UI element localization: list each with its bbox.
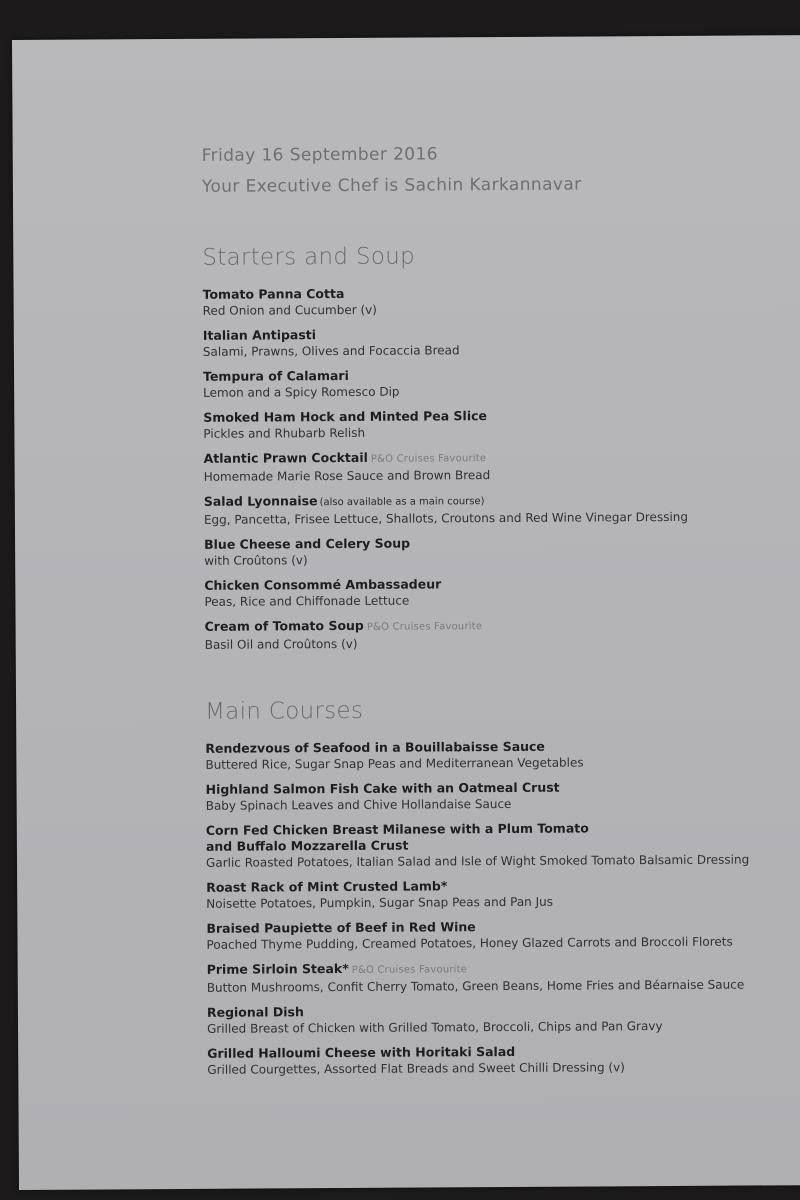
menu-item-name: Regional Dish <box>206 1004 304 1020</box>
menu-item-description: Pickles and Rhubarb Relish <box>203 425 366 441</box>
menu-item <box>203 324 800 360</box>
menu-item-name: Chicken Consommé Ambassadeur <box>204 576 442 593</box>
menu-item-name: Atlantic Prawn Cocktail <box>203 449 368 466</box>
menu-item <box>204 447 800 485</box>
menu-item-description: Baby Spinach Leaves and Chive Hollandaise Sauce <box>205 796 512 813</box>
menu-item-description: Button Mushrooms, Confit Cherry Tomato, Green Beans, Home Fries and Béarnaise Sauce <box>206 977 745 995</box>
menu-item <box>203 406 800 442</box>
menu-item <box>207 958 800 996</box>
menu-item-description: Grilled Breast of Chicken with Grilled Tomato, Broccoli, Chips and Pan Gravy <box>207 1019 663 1036</box>
section-title-starters: Starters and Soup <box>202 243 416 271</box>
menu-item-description: Peas, Rice and Chiffonade Lettuce <box>204 593 410 609</box>
menu-item-name: Smoked Ham Hock and Minted Pea Slice <box>203 408 488 425</box>
menu-item-name: Grilled Halloumi Cheese with Horitaki Salad <box>207 1043 516 1061</box>
menu-item <box>205 737 800 773</box>
menu-item-description: Homemade Marie Rose Sauce and Brown Bread <box>203 468 491 484</box>
menu-item-name: Roast Rack of Mint Crusted Lamb* <box>206 878 448 895</box>
menu-item-description: Egg, Pancetta, Frisee Lettuce, Shallots, Croutons and Red Wine Vinegar Dressing <box>203 509 689 527</box>
menu-item-description: Poached Thyme Pudding, Creamed Potatoes, Honey Glazed Carrots and Broccoli Florets <box>206 934 733 952</box>
menu-item <box>204 490 800 528</box>
menu-content <box>202 137 800 1087</box>
menu-item-name: Prime Sirloin Steak* <box>206 960 349 977</box>
menu-item-name: Highland Salmon Fish Cake with an Oatmeal Crust <box>205 779 560 797</box>
menu-item-note: (also available as a main course) <box>319 496 485 509</box>
menu-item-name: Italian Antipasti <box>202 327 317 343</box>
menu-item-description: Garlic Roasted Potatoes, Italian Salad and Isle of Wight Smoked Tomato Balsamic Dressing <box>205 852 750 870</box>
menu-item <box>206 778 800 814</box>
menu-item-description: Basil Oil and Croûtons (v) <box>204 636 358 652</box>
menu-item <box>206 876 800 912</box>
starters-list <box>203 283 800 653</box>
menu-item-name: Blue Cheese and Celery Soup <box>204 535 411 552</box>
menu-item <box>206 917 800 953</box>
favourite-tag: P&O Cruises Favourite <box>366 621 483 633</box>
menu-item-name: Rendezvous of Seafood in a Bouillabaisse Sauce <box>205 738 545 756</box>
menu-item-description: Grilled Courgettes, Assorted Flat Breads and Sweet Chilli Dressing (v) <box>207 1060 625 1077</box>
menu-item-description: Lemon and a Spicy Romesco Dip <box>203 384 400 400</box>
menu-item-name-continued: and Buffalo Mozzarella Crust <box>205 837 409 854</box>
favourite-tag: P&O Cruises Favourite <box>351 964 468 976</box>
menu-item-name: Salad Lyonnaise <box>203 493 318 509</box>
menu-date: Friday 16 September 2016 <box>201 144 438 166</box>
menu-item-description: Red Onion and Cucumber (v) <box>202 302 377 318</box>
menu-card <box>12 35 800 1190</box>
menu-item-name: Tomato Panna Cotta <box>202 285 345 302</box>
menu-item-description: Noisette Potatoes, Pumpkin, Sugar Snap Peas and Pan Jus <box>206 894 554 911</box>
menu-item <box>206 819 800 871</box>
menu-item <box>203 283 800 319</box>
menu-item-name: Tempura of Calamari <box>203 367 349 384</box>
favourite-tag: P&O Cruises Favourite <box>370 453 487 465</box>
menu-item-name: Braised Paupiette of Beef in Red Wine <box>206 919 476 936</box>
menu-item <box>205 615 800 653</box>
menu-item <box>204 574 800 610</box>
menu-item <box>204 533 800 569</box>
menu-item <box>207 1001 800 1037</box>
menu-item-description: Buttered Rice, Sugar Snap Peas and Mediterranean Vegetables <box>205 755 584 772</box>
mains-list <box>205 737 800 1078</box>
menu-item <box>207 1042 800 1078</box>
menu-item-description: with Croûtons (v) <box>204 553 308 568</box>
menu-item-name: Corn Fed Chicken Breast Milanese with a Plum Tomato <box>205 820 589 838</box>
executive-chef: Your Executive Chef is Sachin Karkannavar <box>201 174 582 197</box>
menu-item-name: Cream of Tomato Soup <box>204 617 364 634</box>
section-title-mains: Main Courses <box>205 697 364 725</box>
menu-item <box>203 365 800 401</box>
menu-item-description: Salami, Prawns, Olives and Focaccia Bread <box>202 343 460 359</box>
